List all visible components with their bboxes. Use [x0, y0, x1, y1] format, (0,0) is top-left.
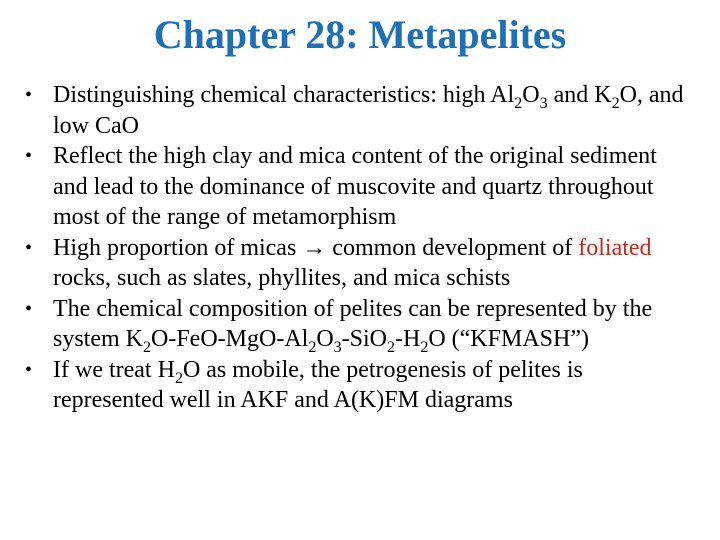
bullet-4-text: The chemical composition of pelites can be represented by the system $K_2O-FeO-MgO-Al_2O_3-SiO_2-H_2O$ (“KFMASH”) — [53, 295, 653, 356]
bullet-icon: • — [25, 358, 33, 381]
bullet-5-text: If we treat $H_2O$ as mobile, the petrogenesis of pelites is represented well in AKF and A(K)FM diagrams — [53, 356, 583, 413]
bullet-item-3 — [22, 233, 690, 294]
bullet-icon: • — [25, 145, 33, 167]
bullet-2-text: Reflect the high clay and mica content of the original sediment and lead to the dominance of muscovite and quartz throughout most of the range of metamorphism — [53, 143, 657, 230]
bullet-icon: • — [25, 297, 33, 320]
bullet-icon: • — [25, 84, 33, 106]
foliated-highlight: foliated — [578, 234, 652, 261]
bullet-3-text: High proportion of micas → common development of foliated rocks, such as slates, phyllites, and mica schists — [53, 234, 652, 291]
bullet-icon: • — [25, 236, 33, 259]
bullet-item-1 — [22, 80, 690, 141]
bullet-1-text: Distinguishing chemical characteristics: high $Al_2O_3$ and $K_2O$, and low CaO — [53, 82, 684, 139]
page-title: Chapter 28: Metapelites — [153, 12, 567, 57]
bullet-item-2 — [22, 141, 690, 233]
bullet-item-5 — [22, 355, 690, 416]
bullet-list — [22, 80, 690, 416]
right-arrow-icon: → — [302, 234, 327, 261]
bullet-item-4 — [22, 294, 690, 355]
